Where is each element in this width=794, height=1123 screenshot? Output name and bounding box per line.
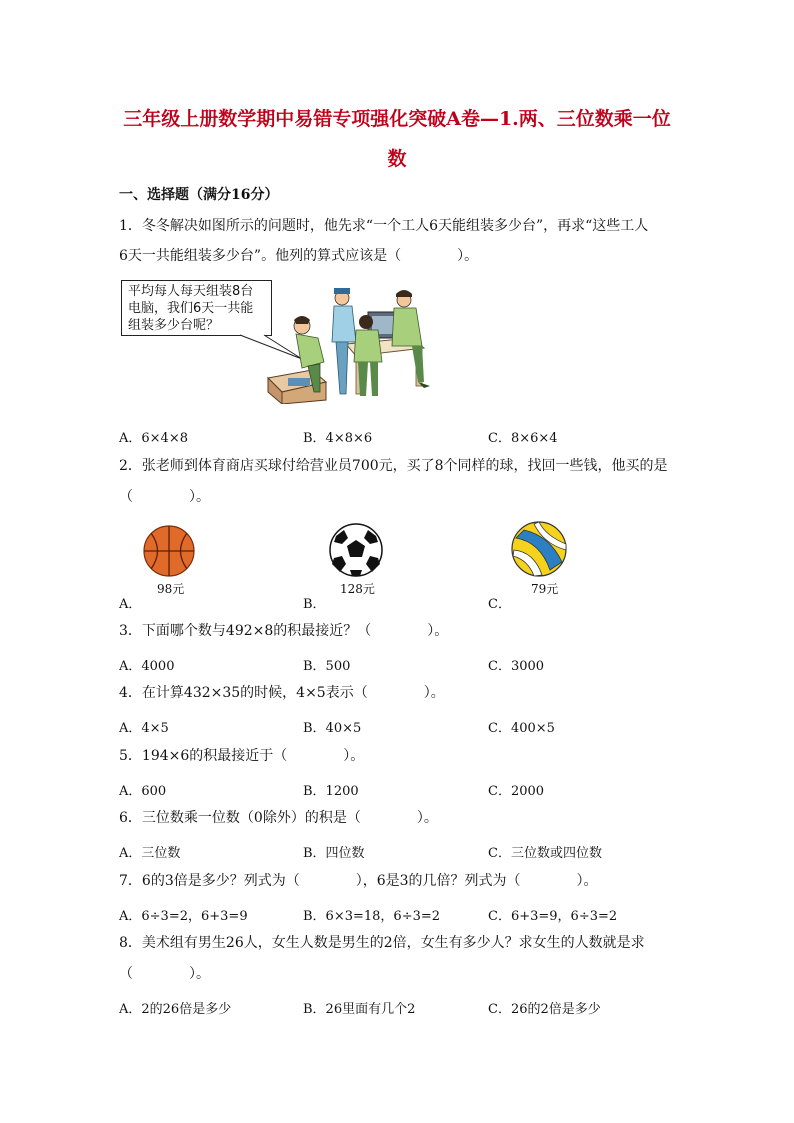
q4-option-c[interactable]: C．400×5 [488,721,555,736]
q8-option-a[interactable]: A．2的26倍是多少 [119,1002,232,1017]
q5-option-b[interactable]: B．1200 [303,784,359,799]
q1-option-c[interactable]: C．8×6×4 [488,431,558,446]
q7-option-c[interactable]: C．6+3=9，6÷3=2 [488,909,618,924]
question-1-line2: 6天一共能组装多少台”。他列的算式应该是（ ）。 [119,248,479,264]
q3-option-b[interactable]: B．500 [303,659,351,674]
q1-option-b[interactable]: B．4×8×6 [303,431,373,446]
basketball-price: 98元 [157,582,185,596]
soccer-ball-icon [328,522,384,578]
q4-option-b[interactable]: B．40×5 [303,721,362,736]
document-title-line1: 三年级上册数学期中易错专项强化突破A卷—1.两、三位数乘一位 [123,108,671,130]
question-2-line2: （ ）。 [119,489,210,505]
q6-option-a[interactable]: A．三位数 [119,846,181,861]
q2-option-b[interactable]: B． [303,597,326,612]
question-5: 5．194×6的积最接近于（ ）。 [119,748,365,764]
question-7: 7．6的3倍是多少？列式为（ ），6是3的几倍？列式为（ ）。 [119,873,598,889]
q3-option-a[interactable]: A．4000 [119,659,175,674]
q7-option-b[interactable]: B．6×3=18，6÷3=2 [303,909,441,924]
q5-option-a[interactable]: A．600 [119,784,167,799]
q8-option-b[interactable]: B．26里面有几个2 [303,1002,416,1017]
q2-option-c[interactable]: C． [488,597,511,612]
q2-option-a[interactable]: A． [119,597,142,612]
q5-option-c[interactable]: C．2000 [488,784,545,799]
q1-option-a[interactable]: A．6×4×8 [119,431,188,446]
section-heading: 一、选择题（满分16分） [119,187,279,203]
basketball-icon [142,524,196,578]
q6-option-b[interactable]: B．四位数 [303,846,365,861]
question-8-line2: （ ）。 [119,966,210,982]
question-2-line1: 2．张老师到体育商店买球付给营业员700元，买了8个同样的球，找回一些钱，他买的是 [119,458,668,474]
document-title-line2: 数 [387,148,407,170]
soccer-ball-price: 128元 [340,582,375,596]
q4-option-a[interactable]: A．4×5 [119,721,169,736]
speech-bubble: 平均每人每天组装8台电脑，我们6天一共能组装多少台呢？ [121,280,272,336]
q7-option-a[interactable]: A．6÷3=2，6+3=9 [119,909,248,924]
q3-option-c[interactable]: C．3000 [488,659,545,674]
workers-assembling-computers-illustration [262,282,438,404]
q8-option-c[interactable]: C．26的2倍是多少 [488,1002,601,1017]
volleyball-price: 79元 [531,582,559,596]
question-1-line1: 1．冬冬解决如图所示的问题时，他先求“一个工人6天能组装多少台”，再求“这些工人 [119,218,649,234]
q6-option-c[interactable]: C．三位数或四位数 [488,846,602,861]
question-8-line1: 8．美术组有男生26人，女生人数是男生的2倍，女生有多少人？求女生的人数就是求 [119,935,645,951]
question-4: 4．在计算432×35的时候，4×5表示（ ）。 [119,685,445,701]
question-3: 3．下面哪个数与492×8的积最接近？（ ）。 [119,623,449,639]
question-6: 6．三位数乘一位数（0除外）的积是（ ）。 [119,810,438,826]
volleyball-icon [510,520,568,578]
